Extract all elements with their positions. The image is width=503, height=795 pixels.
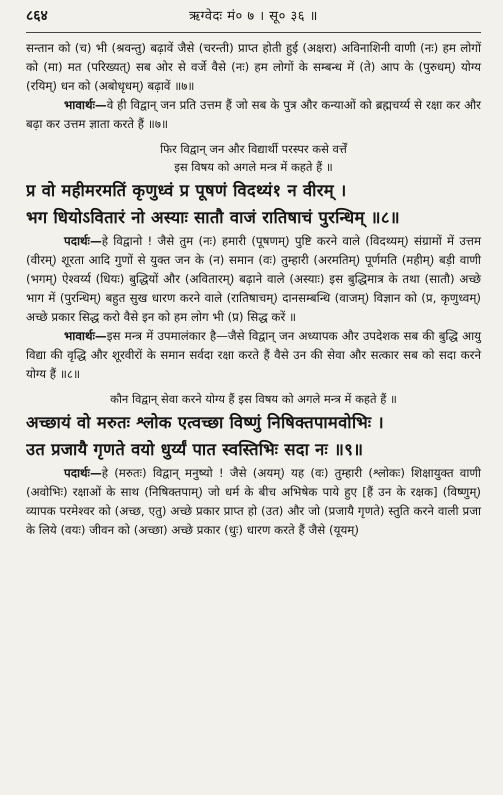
running-title: ऋग्वेदः मं० ७ । सू० ३६ ॥ <box>189 9 318 24</box>
padartha-text: हे विद्वानो ! जैसे तुम (नः) हमारी (पूषणम्) पुष्टि करने वाले (विदथ्यम्) संग्रामों में उत्तम (वीरम्) शूरता आदि गुणों से युक्त जन के (न) समान (वः) तुम्हारी (अरमतिम्) पूर्णमति (महीम्) बड़ी वाणी (भगम्) ऐश्वर्य्य (धियः) बुद्धियों और (अवितारम्) बढ़ाने वाले (अस्याः) इस बुद्धिमात्र के तथा (सातौ) अच्छे भाग में (पुरन्धिम्) बहुत सुख धारण करने वाले (रातिषाचम्) दानसम्बन्धि (वाजम्) विज्ञान को (प्र, कृणुध्वम्) अच्छे प्रकार सिद्ध करो वैसे इन को हम लोग भी (प्र) सिद्ध करें ॥ <box>26 234 481 324</box>
top-paragraph: सन्तान को (च) भी (श्रवन्तु) बढ़ावें जैसे (चरन्ती) प्राप्त होती हुई (अक्षरा) अविनाशिनी वाणी (नः) हम लोगों को (मा) मत (परिख्यत्) सब ओर से वर्जे वैसे (नः) हम लोगों के सम्बन्ध में (ते) आप के (पुरुधम्) योग्य (रयिम्) धन को (अबोधृधम्) बढ़ावें ॥७॥ <box>26 41 481 93</box>
padartha-8 <box>26 232 481 327</box>
page-header <box>26 6 481 33</box>
page-number: ८६४ <box>26 8 48 24</box>
bhavartha-text: इस मन्त्र में उपमालंकार है—जैसे विद्वान् जन अध्यापक और उपदेशक सब की बुद्धि आयु विद्या की वृद्धि और शूरवीरों के समान सर्वदा रक्षा करते हैं वैसे उन की सेवा और सत्कार सब को सदा करने योग्य हैं ॥८॥ <box>26 329 481 381</box>
padartha-label: पदार्थः— <box>64 466 102 480</box>
bhavartha-label: भावार्थः— <box>64 329 107 343</box>
bhavartha-label: भावार्थः— <box>64 98 107 112</box>
padartha-9 <box>26 464 481 540</box>
mantra-8-line-2: भग धियोऽवितारं नो अस्याः सातौ वाजं रातिषाचं पुरन्धिम् ॥८॥ <box>26 208 400 227</box>
padartha-text: हे (मरुतः) विद्वान् मनुष्यो ! जैसे (अयम्) यह (वः) तुम्हारी (श्लोकः) शिक्षायुक्त वाणी (अवोभिः) रक्षाओं के साथ (निषिक्तपाम्) जो धर्म के बीच अभिषेक पाये हुए [हैं उन के रक्षक] (विष्णुम्) व्यापक परमेश्वर को (अच्छ, एतु) अच्छे प्रकार प्राप्त हो (उत) और जो (प्रजायै गृणते) स्तुति करने वाली प्रजा के लिये (वयः) जीवन को (अच्छा) अच्छे प्रकार (धुः) धारण करते हैं जैसे (यूयम्) <box>26 466 481 537</box>
intro-line-2: इस विषय को अगले मन्त्र में कहते हैं ॥ <box>174 160 333 174</box>
mantra-8-line-1: प्र वो महीमरमतिं कृणुध्वं प्र पूषणं विदथ्यं१ न वीरम् । <box>26 181 347 200</box>
bhavartha-text: वे ही विद्वान् जन प्रति उत्तम हैं जो सब के पुत्र और कन्याओं को ब्रह्मचर्य्य से रक्षा कर और बढ़ा कर उत्तम ज्ञाता करते हैं ॥७॥ <box>26 98 481 131</box>
padartha-label: पदार्थः— <box>64 234 102 248</box>
mantra-9-line-1: अच्छायं वो मरुतः श्लोक एत्वच्छा विष्णुं निषिक्तपामवोभिः । <box>26 413 384 432</box>
bhavartha-8 <box>26 327 481 384</box>
bhavartha-7 <box>26 96 481 134</box>
intro-line-3: कौन विद्वान् सेवा करने योग्य हैं इस विषय को अगले मन्त्र में कहते हैं ॥ <box>110 392 397 406</box>
mantra-9-line-2: उत प्रजायै गृणते वयो धुर्य्यं पात स्वस्तिभिः सदा नः ॥९॥ <box>26 440 364 459</box>
intro-line-1: फिर विद्वान् जन और विद्यार्थी परस्पर कसे वर्त्तें <box>160 142 347 156</box>
